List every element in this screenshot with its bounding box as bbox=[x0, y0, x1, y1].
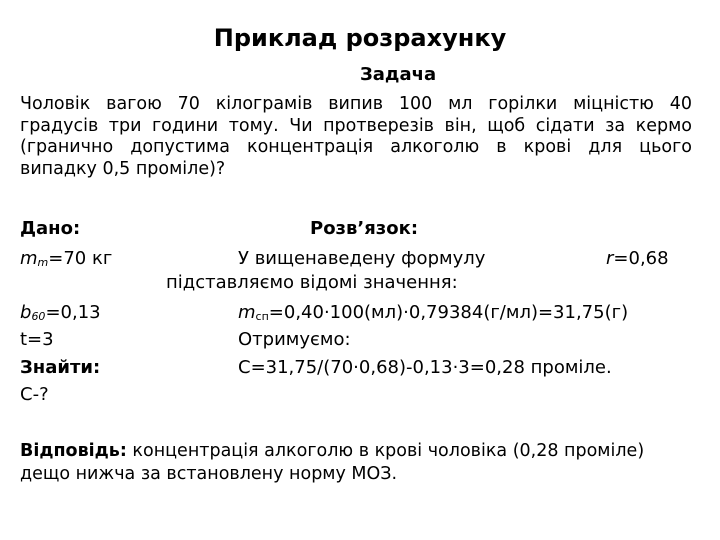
mass-subscript: m bbox=[37, 256, 49, 269]
problem-line: (гранично допустима концентрація алкоголю в крові для цього bbox=[20, 137, 692, 157]
find-value: C-? bbox=[20, 384, 49, 405]
mass-symbol: m bbox=[20, 248, 38, 269]
solution-r-value bbox=[606, 248, 669, 269]
mass-value: =70 кг bbox=[48, 248, 113, 269]
msp-calc: =0,40·100(мл)·0,79384(г/мл)=31,75(г) bbox=[268, 302, 629, 323]
r-symbol: r bbox=[606, 248, 614, 269]
solution-result-formula: С=31,75/(70·0,68)-0,13·3=0,28 проміле. bbox=[238, 357, 612, 378]
answer-block bbox=[20, 440, 700, 486]
msp-subscript: сп bbox=[255, 310, 269, 323]
msp-symbol: m bbox=[238, 302, 256, 323]
solution-mass-calc bbox=[238, 302, 628, 323]
find-heading: Знайти: bbox=[20, 357, 101, 378]
problem-line: градусів три години тому. Чи протверезів він, щоб сідати за кермо bbox=[20, 115, 692, 136]
answer-label: Відповідь: bbox=[20, 441, 127, 461]
b-symbol: b bbox=[20, 302, 32, 323]
solution-substitute-line: підставляємо відомі значення: bbox=[166, 272, 458, 293]
b-subscript: 60 bbox=[31, 310, 46, 323]
r-value: =0,68 bbox=[613, 248, 669, 269]
solution-formula-line: У вищенаведену формулу bbox=[238, 248, 486, 269]
problem-line: Чоловік вагою 70 кілограмів випив 100 мл горілки міцністю 40 bbox=[20, 94, 692, 114]
given-time: t=3 bbox=[20, 329, 54, 350]
problem-statement bbox=[20, 94, 692, 180]
solution-result-heading: Отримуємо: bbox=[238, 329, 351, 350]
slide-title: Приклад розрахунку bbox=[213, 24, 507, 52]
answer-line-1 bbox=[20, 440, 700, 463]
given-mass bbox=[20, 248, 112, 269]
given-b60 bbox=[20, 302, 101, 323]
answer-line-2: дещо нижча за встановлену норму МОЗ. bbox=[20, 464, 398, 484]
b-value: =0,13 bbox=[45, 302, 101, 323]
solution-heading: Розв’язок: bbox=[310, 218, 419, 239]
answer-text-1: концентрація алкоголю в крові чоловіка (0,28 проміле) bbox=[126, 441, 645, 461]
given-heading: Дано: bbox=[20, 218, 81, 239]
problem-line: випадку 0,5 проміле)? bbox=[20, 158, 226, 179]
task-heading: Задача bbox=[360, 64, 437, 85]
